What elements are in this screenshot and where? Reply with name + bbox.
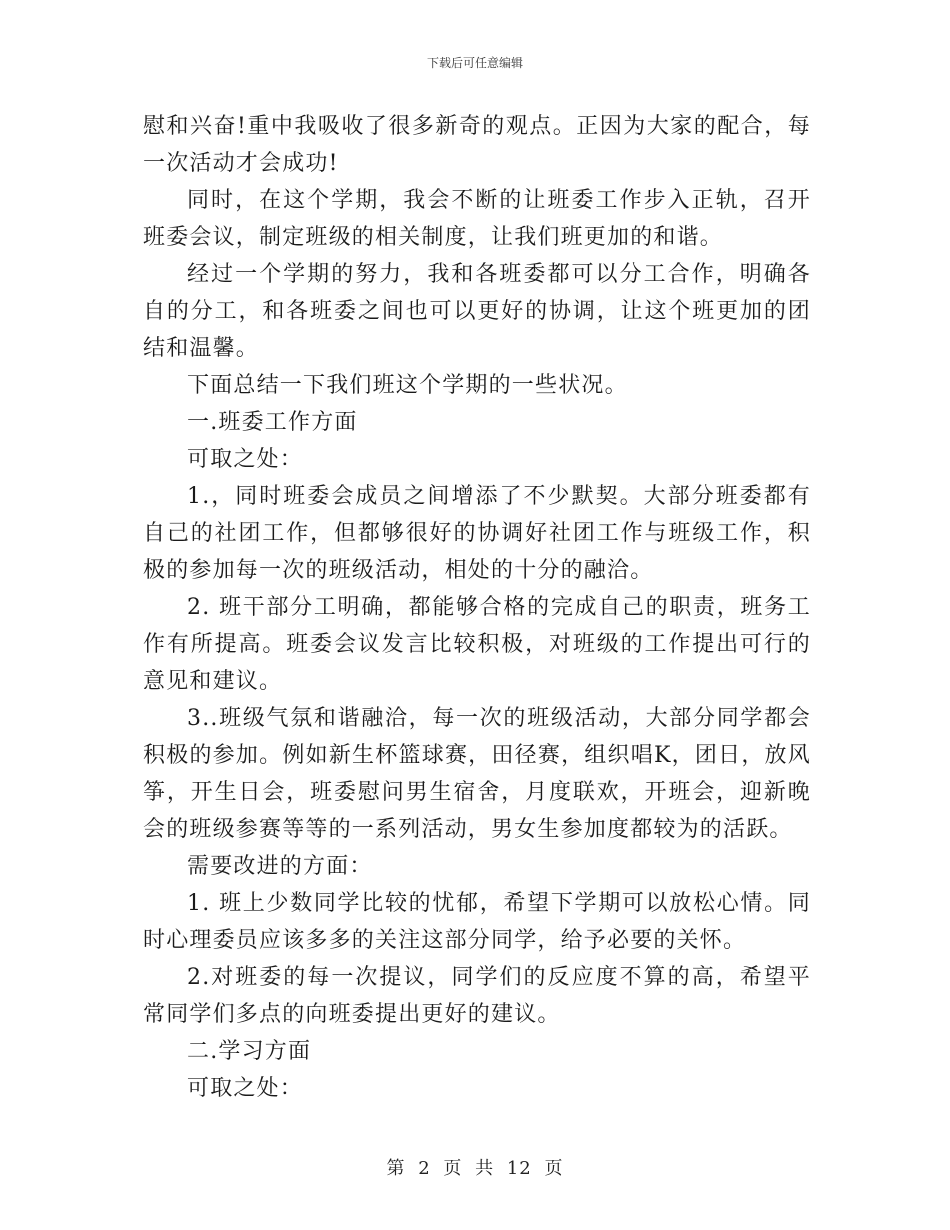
section-heading: 一.班委工作方面 <box>187 410 358 435</box>
list-item: 1. 班上少数同学比较的忧郁，希望下学期可以放松心情。同时心理委员应该多多的关注这部分同学，给予必要的关怀。 <box>143 891 811 953</box>
subsection-heading: 可取之处： <box>187 447 304 472</box>
list-item: 2.对班委的每一次提议，同学们的反应度不算的高，希望平常同学们多点的向班委提出更好的建议。 <box>143 965 811 1027</box>
paragraph: 慰和兴奋!重中我吸收了很多新奇的观点。正因为大家的配合，每一次活动才会成功! <box>143 114 811 176</box>
paragraph: 下面总结一下我们班这个学期的一些状况。 <box>187 373 628 398</box>
page-header: 下载后可任意编辑 <box>426 56 523 70</box>
paragraph: 经过一个学期的努力，我和各班委都可以分工合作，明确各自的分工，和各班委之间也可以更好的协调，让这个班更加的团结和温馨。 <box>143 262 811 361</box>
list-item: 2. 班干部分工明确，都能够合格的完成自己的职责，班务工作有所提高。班委会议发言比较积极，对班级的工作提出可行的意见和建议。 <box>143 595 811 694</box>
page-number: 第 2 页 共 12 页 <box>386 1158 564 1179</box>
document-body <box>143 108 811 1107</box>
paragraph: 同时，在这个学期，我会不断的让班委工作步入正轨，召开班委会议，制定班级的相关制度，让我们班更加的和谐。 <box>143 188 811 250</box>
list-item: 1.，同时班委会成员之间增添了不少默契。大部分班委都有自己的社团工作，但都够很好的协调好社团工作与班级工作，积极的参加每一次的班级活动，相处的十分的融洽。 <box>143 484 811 583</box>
subsection-heading: 需要改进的方面： <box>187 854 373 879</box>
subsection-heading: 可取之处： <box>187 1076 304 1101</box>
list-item: 3..班级气氛和谐融洽，每一次的班级活动，大部分同学都会积极的参加。例如新生杯篮球赛，田径赛，组织唱K，团日，放风筝，开生日会，班委慰问男生宿舍，月度联欢，开班会，迎新晚会的班级参赛等等的一系列活动，男女生参加度都较为的活跃。 <box>143 706 811 842</box>
section-heading: 二.学习方面 <box>187 1039 312 1064</box>
